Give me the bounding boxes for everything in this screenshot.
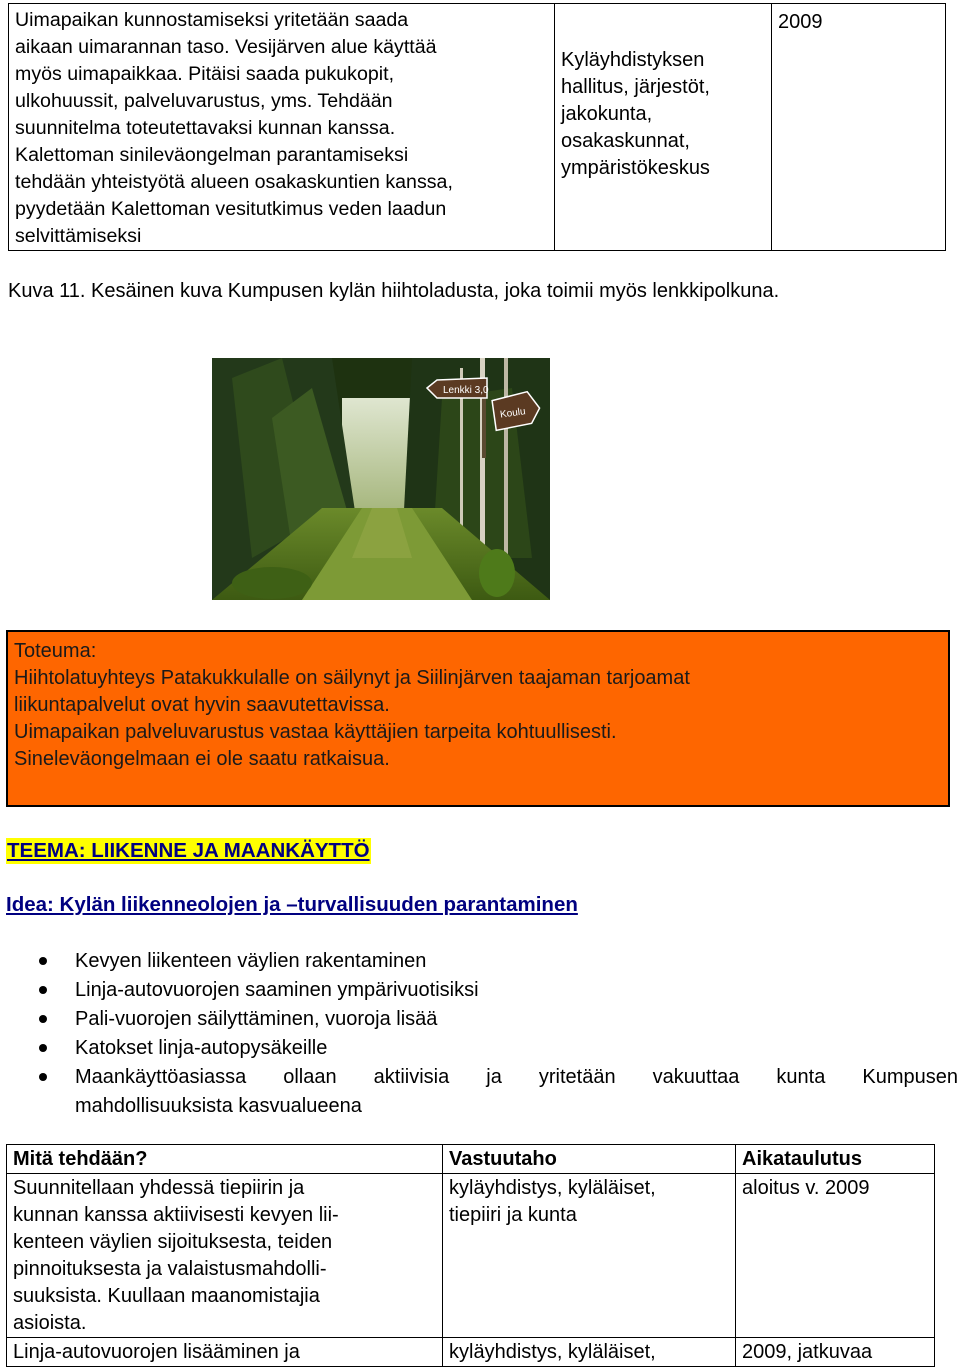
list-item: Pali-vuorojen säilyttäminen, vuoroja lisää [0,1005,960,1034]
trail-photo [212,358,550,600]
sign-koulu: Koulu [499,406,527,421]
outcome-line: Uimapaikan palveluvarustus vastaa käyttäjien tarpeita kohtuullisesti. [14,721,617,743]
description-line: Kalettoman sinileväongelman parantamiseksi [15,144,409,166]
description-cell [9,4,555,251]
list-item: Maankäyttöasiassa ollaan aktiivisia ja yritetään vakuuttaa kunta Kumpusen mahdollisuuksista kasvualueena [0,1063,960,1121]
bullet-icon [39,1015,47,1023]
responsible-line: jakokunta, [561,103,653,125]
what-cell: Linja-autovuorojen lisääminen ja [7,1338,443,1367]
theme-heading: TEEMA: LIIKENNE JA MAANKÄYTTÖ [7,839,370,862]
column-header-schedule: Aikataulutus [736,1145,935,1174]
description-line: pyydetään Kalettoman vesitutkimus veden laadun [15,198,447,220]
description-line: ulkohuussit, palveluvarustus, yms. Tehdään [15,90,393,112]
description-line: aikaan uimarannan taso. Vesijärven alue käyttää [15,36,437,58]
table-row [7,1338,935,1367]
table-row [7,1174,935,1338]
description-line: Uimapaikan kunnostamiseksi yritetään saada [15,9,409,31]
bullet-icon [39,957,47,965]
figure-caption: Kuva 11. Kesäinen kuva Kumpusen kylän hiihtoladusta, joka toimii myös lenkkipolkuna. [8,280,780,302]
responsible-line: Kyläyhdistyksen [561,49,705,71]
responsible-cell [555,4,772,251]
responsible-line: osakaskunnat, [561,130,690,152]
responsible-cell: kyläyhdistys, kyläläiset, tiepiiri ja kunta [443,1174,736,1338]
list-item: Katokset linja-autopysäkeille [0,1034,960,1063]
list-item: Linja-autovuorojen saaminen ympärivuotisiksi [0,976,960,1005]
outcome-box [6,630,950,807]
description-line: myös uimapaikkaa. Pitäisi saada pukukopit, [15,63,395,85]
bullet-icon [39,1073,47,1081]
sign-lenkki: Lenkki 3,0 [443,385,489,396]
plan-table-bottom [6,1144,935,1367]
idea-heading: Idea: Kylän liikenneolojen ja –turvallisuuden parantaminen [6,893,578,916]
column-header-what: Mitä tehdään? [7,1145,443,1174]
schedule-cell: 2009, jatkuvaa [736,1338,935,1367]
responsible-cell: kyläyhdistys, kyläläiset, [443,1338,736,1367]
description-line: suunnitelma toteutettavaksi kunnan kanssa. [15,117,396,139]
bullet-icon [39,986,47,994]
outcome-line: liikuntapalvelut ovat hyvin saavutettavissa. [14,694,390,716]
bullet-icon [39,1044,47,1052]
description-line: tehdään yhteistyötä alueen osakaskuntien kanssa, [15,171,453,193]
schedule-cell: aloitus v. 2009 [736,1174,935,1338]
column-header-responsible: Vastuutaho [443,1145,736,1174]
plan-table-top [8,3,946,251]
list-item-continuation: mahdollisuuksista kasvualueena [75,1095,362,1117]
list-item: Kevyen liikenteen väylien rakentaminen [0,947,960,976]
outcome-line: Toteuma: [14,640,97,662]
table-header-row [7,1145,935,1174]
table-row [9,4,946,251]
what-cell: Suunnitellaan yhdessä tiepiirin ja kunnan kanssa aktiivisesti kevyen lii- kenteen väylien sijoituksesta, teiden pinnoituksesta ja valaistusmahdolli- suuksista. Kuullaan maanomistajia asioista. [7,1174,443,1338]
responsible-line: hallitus, järjestöt, [561,76,710,98]
idea-bullet-list [0,947,960,1121]
outcome-line: Sineleväongelmaan ei ole saatu ratkaisua. [14,748,390,770]
responsible-line: ympäristökeskus [561,157,710,179]
schedule-cell: 2009 [772,4,946,251]
description-line: selvittämiseksi [15,225,142,247]
outcome-line: Hiihtolatuyhteys Patakukkulalle on säilynyt ja Siilinjärven taajaman tarjoamat [14,667,690,689]
